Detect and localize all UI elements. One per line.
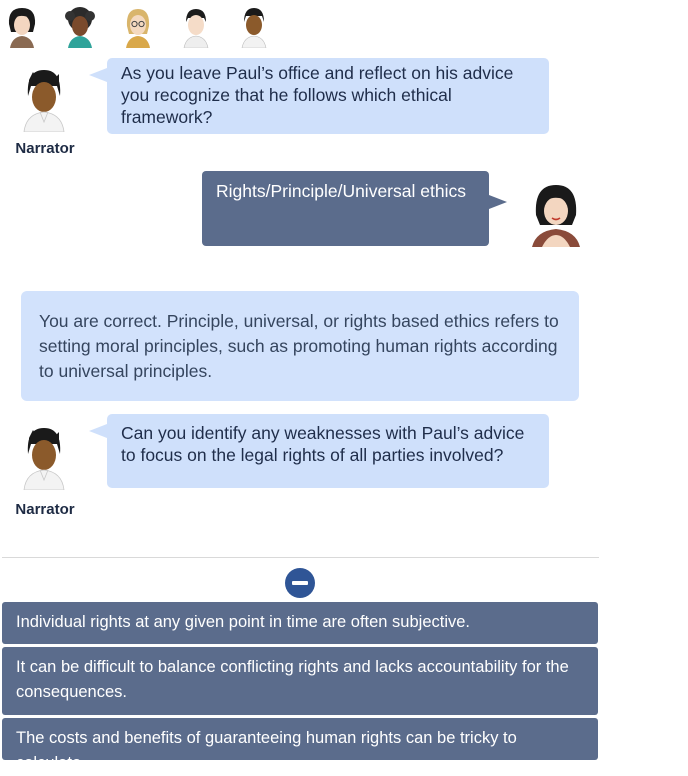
user-avatar [528,181,584,247]
narrator-avatar [20,424,68,490]
young-man-avatar-icon[interactable] [178,4,214,48]
section-divider [2,557,599,558]
character-avatar-strip [0,0,600,52]
answer-option-text: The costs and benefits of guaranteeing human rights can be tricky to calculate. [16,729,517,772]
collapse-options-button[interactable] [285,568,315,598]
curly-hair-woman-avatar-icon[interactable] [62,4,98,48]
narrator-question-text: Can you identify any weaknesses with Paul’s advice to focus on the legal rights of all parties involved? [121,423,525,465]
narrator-question-bubble [107,58,549,134]
feedback-text: You are correct. Principle, universal, or rights based ethics refers to setting moral principles, such as promoting human rights according to universal principles. [39,311,559,381]
narrator-name-label: Narrator [15,140,75,157]
narrator-avatar-icon[interactable] [236,4,272,48]
narrator-name-label: Narrator [15,501,75,518]
woman-avatar-icon[interactable] [4,4,40,48]
answer-option-text: Individual rights at any given point in time are often subjective. [16,613,471,631]
narrator-question-text: As you leave Paul’s office and reflect on his advice you recognize that he follows which ethical framework? [121,63,514,127]
answer-option[interactable] [2,647,598,715]
answer-option[interactable] [2,602,598,644]
user-reply-bubble [202,171,489,246]
user-reply-text: Rights/Principle/Universal ethics [216,181,466,201]
blonde-woman-glasses-avatar-icon[interactable] [120,4,156,48]
answer-option[interactable] [2,718,598,772]
feedback-box [21,291,579,401]
narrator-avatar [20,66,68,132]
answer-option-text: It can be difficult to balance conflicting rights and lacks accountability for the consequences. [16,658,569,701]
narrator-question-bubble [107,414,549,488]
